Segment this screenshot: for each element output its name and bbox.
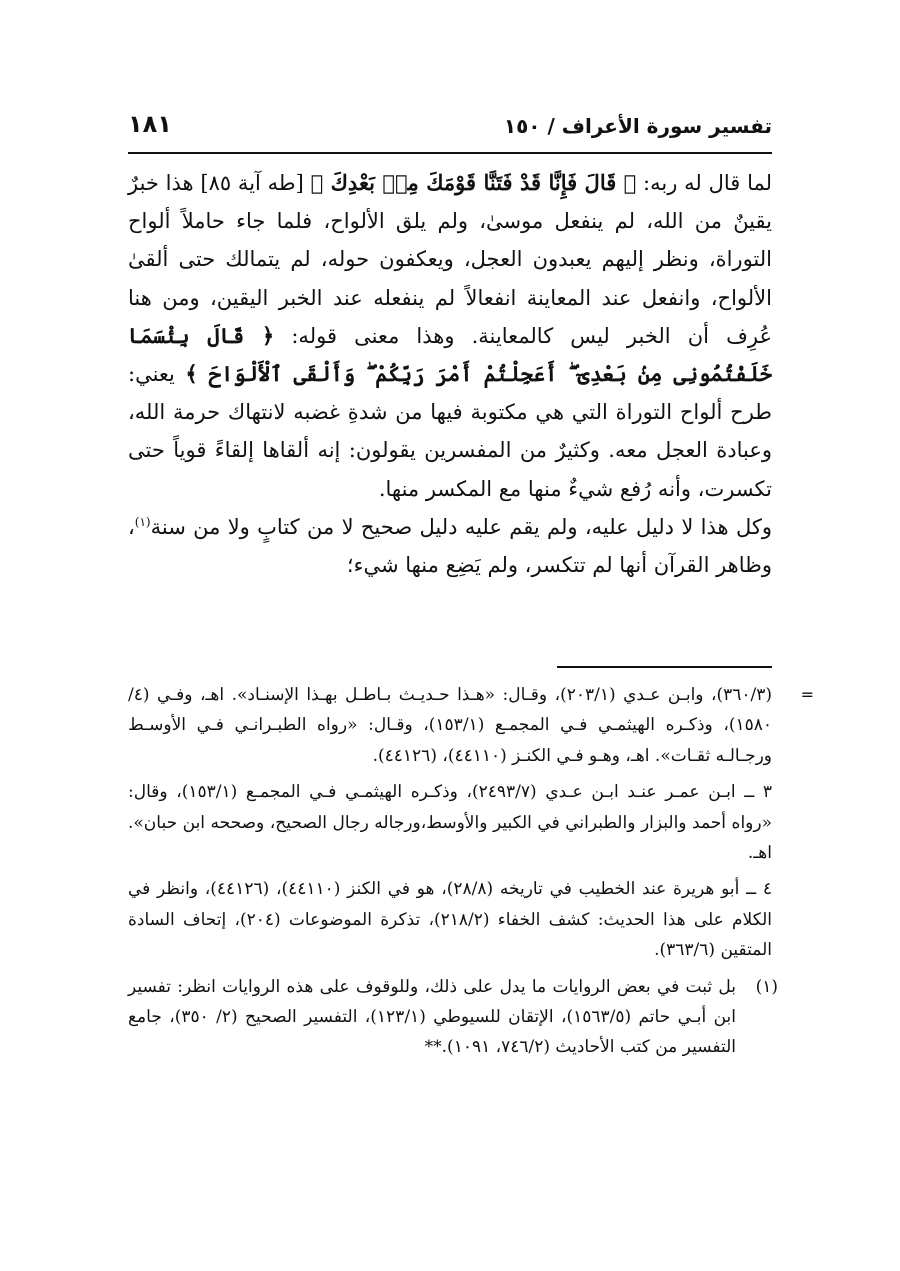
main-text xyxy=(128,164,772,584)
continuation-mark: = xyxy=(800,685,814,704)
quran-quote-taha: ﴿ قَالَ فَإِنَّا قَدْ فَتَنَّا قَوْمَكَ مِنۢ بَعْدِكَ ﴾ xyxy=(310,170,637,195)
running-title: تفسير سورة الأعراف / ١٥٠ xyxy=(503,114,772,138)
page-number: ١٨١ xyxy=(128,110,172,138)
footnote-continued-text: (٣٦٠/٣)، وابـن عـدي (٢٠٣/١)، وقـال: «هـذا حـديـث بـاطـل بهـذا الإسنـاد». اهـ، وفـي (٤/ ١٥٨٠)، وذكـره الهيثمـي فـي المجمـع (١٥٣/١)، وقـال: «رواه الطبـرانـي فـي الأوسـط ورجـالـه ثقـات». اهـ، وهـو فـي الكنـز (٤٤١١٠)، (٤٤١٢٦). xyxy=(128,685,772,766)
footnote-1 xyxy=(128,972,778,1063)
book-page xyxy=(128,108,814,1208)
footnote-hadith-4-text: ٤ ــ أبو هريرة عند الخطيب في تاريخه (٢٨/٨)، هو في الكنز (٤٤١١٠)، (٤٤١٢٦)، وانظر في الكلام على هذا الحديث: كشف الخفاء (٢١٨/٢)، تذكرة الموضوعات (٢٠٤)، إتحاف السادة المتقين (٣٦٣/٦). xyxy=(128,879,772,961)
footnote-reference[interactable]: (١) xyxy=(134,514,151,529)
paragraph-1-middle: [طه آية ٨٥] هذا خبرٌ يقينٌ من الله، لم ينفعل موسىٰ، ولم يلق الألواح، فلما جاء حاملاً ألواح التوراة، ونظر إليهم يعبدون العجل، ويعكفون حوله، لم يتمالك حتى ألقىٰ الألواح، وانفعل عند المعاينة انفعالاً لم ينفعله عند الخبر اليقين، ومن هنا عُرِف أن الخبر ليس كالمعاينة. وهذا معنى قوله: xyxy=(128,171,772,348)
footnote-hadith-3-text: ٣ ــ ابـن عمـر عنـد ابـن عـدي (٢٤٩٣/٧)، وذكـره الهيثمـي فـي المجمـع (١٥٣/١)، وقال: «رواه أحمد والبزار والطبراني في الكبير والأوسط،ورجاله رجال الصحيح، وصححه ابن حبان». اهـ. xyxy=(128,782,772,864)
paragraph-2-start: وكل هذا لا دليل عليه، ولم يقم عليه دليل صحيح لا من كتابٍ ولا من سنة xyxy=(150,514,772,539)
paragraph-1-intro: لما قال له ربه: xyxy=(636,171,773,195)
paragraph-1 xyxy=(128,164,772,508)
footnotes xyxy=(128,680,814,1069)
footnote-separator xyxy=(557,666,772,668)
footnote-hadith-4 xyxy=(128,874,772,965)
footnote-hadith-3 xyxy=(128,777,772,868)
paragraph-2-end: ، وظاهر القرآن أنها لم تتكسر، ولم يَضِع منها شيء؛ xyxy=(128,514,772,578)
footnote-1-text: بل ثبت في بعض الروايات ما يدل على ذلك، وللوقوف على هذه الروايات انظر: تفسير ابن أبـي حاتم (١٥٦٣/٥)، الإتقان للسيوطي (١٢٣/١)، التفسير الصحيح (٢/ ٣٥٠)، جامع التفسير من كتب الأحاديث (٧٤٦/٢، ١٠٩١).** xyxy=(128,976,736,1058)
paragraph-2 xyxy=(128,508,772,584)
footnote-continuation xyxy=(128,680,814,771)
quran-quote-araf: ﴿ قَالَ بِئْسَمَا خَلَفْتُمُونِى مِنۢ بَعْدِىٓ ۖ أَعَجِلْتُمْ أَمْرَ رَبِّكُمْ ۖ وَأَلْقَى ٱلْأَلْوَاحَ ﴾ xyxy=(128,322,772,387)
paragraph-1-end: يعني: طرح ألواح التوراة التي هي مكتوبة فيها من شدةِ غضبه لانتهاك حرمة الله، وعبادة العجل معه. وكثيرٌ من المفسرين يقولون: إنه ألقاها إلقاءً قوياً حتى تكسرت، وأنه رُفع شيءٌ منها مع المكسر منها. xyxy=(128,362,772,501)
page-header xyxy=(128,108,772,154)
footnote-1-number: (١) xyxy=(755,976,778,997)
